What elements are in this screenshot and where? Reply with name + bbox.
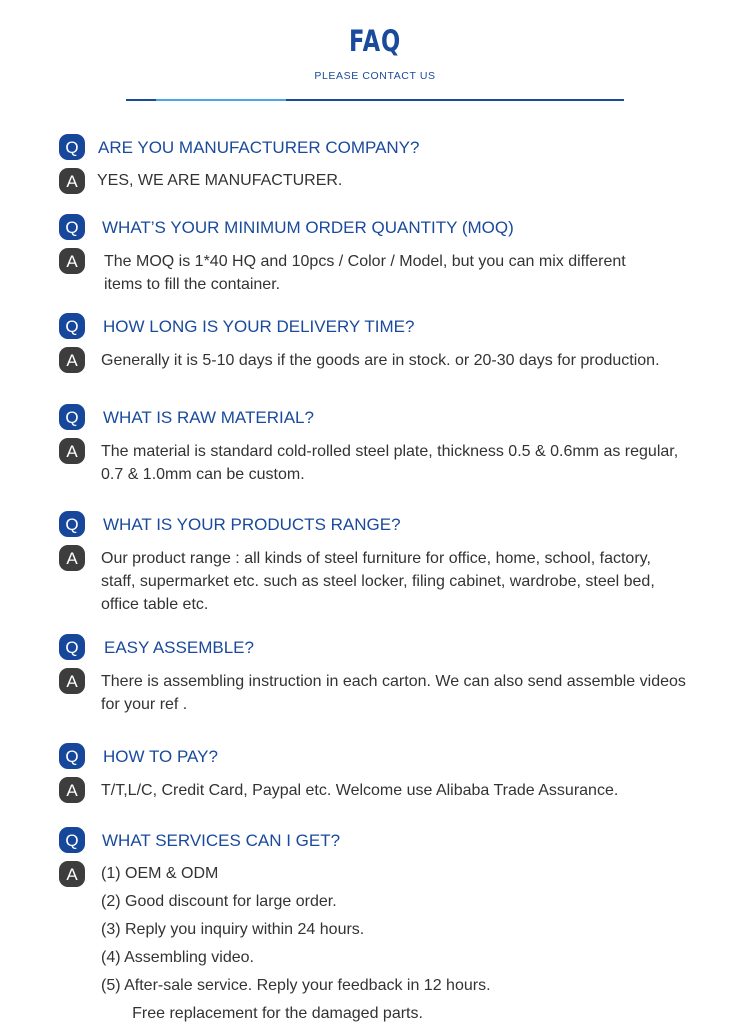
question-badge: Q [59,511,85,537]
page-title: FAQ [349,24,401,58]
page-subtitle: PLEASE CONTACT US [314,70,436,82]
question-badge: Q [59,404,85,430]
faq-question-1: ARE YOU MANUFACTURER COMPANY? [98,138,420,157]
answer-badge: A [59,438,85,464]
answer-line: There is assembling instruction in each carton. We can also send assemble videos [101,673,686,690]
faq-answer-2 [104,250,626,296]
faq-question-5: WHAT IS YOUR PRODUCTS RANGE? [103,515,401,534]
answer-line: Our product range : all kinds of steel furniture for office, home, school, factory, [101,550,651,567]
answer-line: staff, supermarket etc. such as steel locker, filing cabinet, wardrobe, steel bed, [101,573,655,590]
faq-question-2: WHAT’S YOUR MINIMUM ORDER QUANTITY (MOQ) [102,218,514,237]
service-item-3: (3) Reply you inquiry within 24 hours. [101,921,365,938]
answer-line: items to fill the container. [104,276,281,293]
faq-answer-4 [101,440,678,486]
service-item-5-continued: Free replacement for the damaged parts. [101,1005,423,1022]
faq-answer-7 [101,779,618,802]
answer-badge: A [59,777,85,803]
answer-badge: A [59,248,85,274]
answer-line: for your ref . [101,696,188,713]
faq-answer-6 [101,670,686,716]
faq-question-7: HOW TO PAY? [103,747,218,766]
faq-question-6: EASY ASSEMBLE? [104,638,254,657]
faq-question-3: HOW LONG IS YOUR DELIVERY TIME? [103,317,415,336]
answer-badge: A [59,168,85,194]
service-item-2: (2) Good discount for large order. [101,893,337,910]
title-divider [126,99,624,101]
answer-line: T/T,L/C, Credit Card, Paypal etc. Welcome use Alibaba Trade Assurance. [101,782,619,799]
service-item-5: (5) After-sale service. Reply your feedback in 12 hours. [101,977,491,994]
question-badge: Q [59,214,85,240]
answer-badge: A [59,545,85,571]
question-badge: Q [59,134,85,160]
answer-badge: A [59,861,85,887]
answer-line: YES, WE ARE MANUFACTURER. [97,172,343,189]
answer-badge: A [59,668,85,694]
question-badge: Q [59,743,85,769]
answer-line: Generally it is 5-10 days if the goods are in stock. or 20-30 days for production. [101,352,660,369]
answer-line: The material is standard cold-rolled steel plate, thickness 0.5 & 0.6mm as regular, [101,443,679,460]
answer-line: The MOQ is 1*40 HQ and 10pcs / Color / Model, but you can mix different [104,253,626,270]
faq-answer-5 [101,547,655,616]
answer-badge: A [59,347,85,373]
service-item-1: (1) OEM & ODM [101,865,219,882]
question-badge: Q [59,827,85,853]
question-badge: Q [59,634,85,660]
faq-answer-3 [101,349,660,372]
faq-answer-1 [97,169,342,192]
faq-question-8: WHAT SERVICES CAN I GET? [102,831,341,850]
answer-line: 0.7 & 1.0mm can be custom. [101,466,305,483]
faq-question-4: WHAT IS RAW MATERIAL? [103,408,314,427]
question-badge: Q [59,313,85,339]
service-item-4: (4) Assembling video. [101,949,254,966]
answer-line: office table etc. [101,596,209,613]
